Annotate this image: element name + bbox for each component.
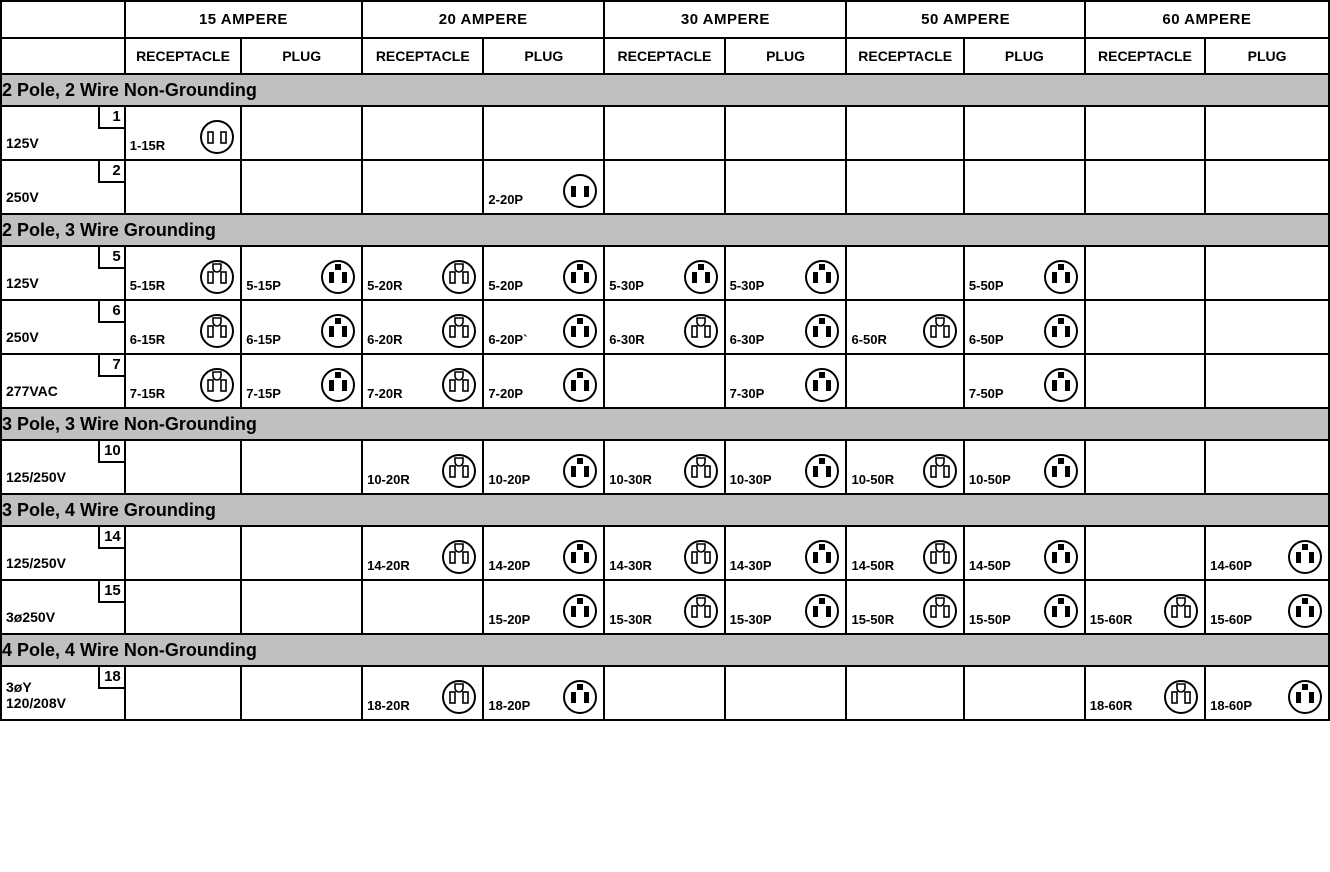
- plug-face-icon: [1043, 593, 1079, 629]
- plug-cell: [483, 440, 604, 494]
- plug-face-icon: [804, 593, 840, 629]
- plug-face-icon: [804, 367, 840, 403]
- plug-cell: [964, 526, 1085, 580]
- plug-cell: [964, 440, 1085, 494]
- receptacle-cell: [362, 580, 483, 634]
- nema-code: 18-20P: [488, 698, 531, 713]
- receptacle-cell: [125, 526, 241, 580]
- nema-code: 7-30P: [729, 386, 765, 401]
- receptacle-cell: [125, 580, 241, 634]
- nema-code: 15-20P: [488, 612, 531, 627]
- receptacle-cell: [362, 246, 483, 300]
- receptacle-face-icon: [441, 313, 477, 349]
- nema-code: 14-60P: [1210, 558, 1253, 573]
- plug-cell: [725, 354, 847, 408]
- plug-cell: [241, 354, 362, 408]
- receptacle-cell: [1085, 440, 1205, 494]
- receptacle-cell: [1085, 580, 1205, 634]
- receptacle-face-icon: [199, 313, 235, 349]
- receptacle-cell: [1085, 354, 1205, 408]
- nema-code: 14-20R: [367, 558, 410, 573]
- config-number: 15: [98, 579, 126, 603]
- plug-cell: [483, 354, 604, 408]
- plug-cell: [241, 526, 362, 580]
- plug-cell: [725, 440, 847, 494]
- receptacle-header: RECEPTACLE: [362, 38, 483, 74]
- nema-code: 14-50P: [968, 558, 1011, 573]
- amperage-header: 20 AMPERE: [362, 1, 604, 38]
- config-number: 5: [98, 245, 126, 269]
- nema-code: 5-30P: [609, 278, 644, 293]
- receptacle-cell: [1085, 246, 1205, 300]
- config-number: 2: [98, 159, 126, 183]
- nema-code: 14-30R: [609, 558, 652, 573]
- config-row: [1, 354, 1329, 408]
- nema-code: 18-20R: [367, 698, 410, 713]
- receptacle-cell: [1085, 526, 1205, 580]
- plug-face-icon: [1043, 259, 1079, 295]
- nema-code: 6-30P: [729, 332, 765, 347]
- config-number: 14: [98, 525, 126, 549]
- nema-code: 6-50R: [851, 332, 887, 347]
- receptacle-face-icon: [922, 539, 958, 575]
- plug-cell: [1205, 106, 1329, 160]
- plug-cell: [241, 106, 362, 160]
- plug-cell: [725, 106, 847, 160]
- row-label-cell: [1, 440, 125, 494]
- plug-header: PLUG: [964, 38, 1085, 74]
- receptacle-cell: [604, 666, 724, 720]
- nema-code: 6-15R: [129, 332, 166, 347]
- row-label-cell: [1, 666, 125, 720]
- plug-cell: [725, 666, 847, 720]
- plug-cell: [241, 246, 362, 300]
- nema-code: 7-15P: [246, 386, 281, 401]
- nema-code: 10-30P: [729, 472, 772, 487]
- plug-cell: [1205, 526, 1329, 580]
- config-row: [1, 106, 1329, 160]
- plug-header: PLUG: [241, 38, 362, 74]
- config-row: [1, 246, 1329, 300]
- receptacle-cell: [846, 354, 963, 408]
- row-label-cell: [1, 580, 125, 634]
- nema-code: 14-30P: [729, 558, 772, 573]
- nema-code: 6-30R: [609, 332, 645, 347]
- plug-cell: [1205, 440, 1329, 494]
- nema-code: 7-20R: [367, 386, 403, 401]
- receptacle-cell: [1085, 160, 1205, 214]
- receptacle-cell: [604, 580, 724, 634]
- config-number: 7: [98, 353, 126, 377]
- plug-face-icon: [562, 367, 598, 403]
- plug-face-icon: [562, 679, 598, 715]
- section-row: [1, 74, 1329, 106]
- plug-face-icon: [562, 259, 598, 295]
- config-number: 10: [98, 439, 126, 463]
- plug-cell: [483, 106, 604, 160]
- voltage-rating: 277VAC: [6, 383, 58, 399]
- config-number: 18: [98, 665, 126, 689]
- receptacle-cell: [846, 246, 963, 300]
- receptacle-face-icon: [1163, 593, 1199, 629]
- receptacle-face-icon: [199, 259, 235, 295]
- receptacle-cell: [604, 440, 724, 494]
- receptacle-face-icon: [683, 313, 719, 349]
- nema-code: 6-20R: [367, 332, 403, 347]
- plug-face-icon: [562, 539, 598, 575]
- receptacle-cell: [362, 666, 483, 720]
- nema-code: 10-30R: [609, 472, 652, 487]
- type-header-row: [1, 38, 1329, 74]
- receptacle-cell: [125, 300, 241, 354]
- plug-face-icon: [804, 539, 840, 575]
- plug-cell: [964, 246, 1085, 300]
- amperage-header: 15 AMPERE: [125, 1, 362, 38]
- plug-face-icon: [320, 313, 356, 349]
- plug-cell: [964, 300, 1085, 354]
- section-title: 2 Pole, 3 Wire Grounding: [1, 214, 1329, 246]
- plug-face-icon: [804, 259, 840, 295]
- plug-face-icon: [804, 313, 840, 349]
- nema-code: 10-20R: [367, 472, 410, 487]
- receptacle-cell: [604, 300, 724, 354]
- receptacle-header: RECEPTACLE: [125, 38, 241, 74]
- receptacle-cell: [362, 440, 483, 494]
- voltage-rating: 3øY 120/208V: [6, 679, 66, 711]
- receptacle-header: RECEPTACLE: [846, 38, 963, 74]
- config-row: [1, 666, 1329, 720]
- plug-cell: [964, 580, 1085, 634]
- corner-cell: [1, 1, 125, 38]
- receptacle-face-icon: [1163, 679, 1199, 715]
- config-number: 1: [98, 105, 126, 129]
- plug-face-icon: [1043, 453, 1079, 489]
- receptacle-face-icon: [922, 313, 958, 349]
- receptacle-cell: [846, 580, 963, 634]
- plug-face-icon: [683, 259, 719, 295]
- nema-code: 10-20P: [488, 472, 531, 487]
- receptacle-cell: [604, 354, 724, 408]
- plug-face-icon: [562, 313, 598, 349]
- nema-code: 10-50R: [851, 472, 895, 487]
- plug-cell: [964, 106, 1085, 160]
- plug-face-icon: [1287, 593, 1323, 629]
- receptacle-cell: [362, 106, 483, 160]
- receptacle-face-icon: [441, 259, 477, 295]
- nema-code: 6-20P`: [488, 332, 528, 347]
- receptacle-cell: [604, 106, 724, 160]
- receptacle-cell: [846, 160, 963, 214]
- receptacle-cell: [125, 106, 241, 160]
- plug-cell: [241, 666, 362, 720]
- plug-cell: [483, 160, 604, 214]
- receptacle-face-icon: [441, 539, 477, 575]
- plug-face-icon: [562, 593, 598, 629]
- receptacle-cell: [362, 354, 483, 408]
- voltage-rating: 250V: [6, 189, 39, 205]
- config-number: 6: [98, 299, 126, 323]
- nema-code: 18-60R: [1089, 698, 1133, 713]
- receptacle-cell: [604, 526, 724, 580]
- nema-code: 15-60R: [1089, 612, 1133, 627]
- receptacle-face-icon: [683, 453, 719, 489]
- voltage-rating: 125V: [6, 275, 39, 291]
- row-label-cell: [1, 300, 125, 354]
- nema-code: 5-15R: [129, 278, 166, 293]
- nema-code: 1-15R: [129, 138, 166, 153]
- plug-cell: [483, 666, 604, 720]
- nema-code: 6-50P: [968, 332, 1004, 347]
- voltage-rating: 125V: [6, 135, 39, 151]
- section-title: 3 Pole, 3 Wire Non-Grounding: [1, 408, 1329, 440]
- receptacle-header: RECEPTACLE: [1085, 38, 1205, 74]
- nema-code: 7-50P: [968, 386, 1004, 401]
- plug-cell: [725, 580, 847, 634]
- plug-face-icon: [320, 367, 356, 403]
- amperage-header-row: [1, 1, 1329, 38]
- receptacle-cell: [125, 246, 241, 300]
- receptacle-face-icon: [922, 453, 958, 489]
- plug-cell: [1205, 246, 1329, 300]
- config-row: [1, 526, 1329, 580]
- nema-code: 10-50P: [968, 472, 1011, 487]
- nema-code: 6-15P: [246, 332, 281, 347]
- row-label-cell: [1, 354, 125, 408]
- nema-code: 15-50P: [968, 612, 1011, 627]
- nema-code: 18-60P: [1210, 698, 1253, 713]
- receptacle-face-icon: [199, 119, 235, 155]
- receptacle-cell: [1085, 300, 1205, 354]
- nema-code: 15-60P: [1210, 612, 1253, 627]
- row-label-cell: [1, 246, 125, 300]
- plug-cell: [1205, 666, 1329, 720]
- receptacle-cell: [1085, 106, 1205, 160]
- plug-face-icon: [562, 173, 598, 209]
- config-row: [1, 160, 1329, 214]
- plug-cell: [1205, 300, 1329, 354]
- plug-cell: [725, 526, 847, 580]
- plug-cell: [725, 160, 847, 214]
- receptacle-cell: [125, 440, 241, 494]
- plug-cell: [1205, 354, 1329, 408]
- receptacle-face-icon: [199, 367, 235, 403]
- plug-cell: [483, 246, 604, 300]
- nema-code: 5-30P: [729, 278, 765, 293]
- receptacle-cell: [846, 300, 963, 354]
- nema-code: 14-50R: [851, 558, 895, 573]
- receptacle-cell: [846, 106, 963, 160]
- config-row: [1, 440, 1329, 494]
- nema-code: 15-30R: [609, 612, 652, 627]
- plug-face-icon: [320, 259, 356, 295]
- config-row: [1, 580, 1329, 634]
- voltage-rating: 125/250V: [6, 555, 66, 571]
- receptacle-face-icon: [683, 539, 719, 575]
- section-row: [1, 634, 1329, 666]
- config-row: [1, 300, 1329, 354]
- plug-face-icon: [1287, 539, 1323, 575]
- plug-cell: [964, 160, 1085, 214]
- nema-code: 5-20R: [367, 278, 403, 293]
- nema-code: 7-15R: [129, 386, 166, 401]
- plug-cell: [1205, 580, 1329, 634]
- nema-code: 7-20P: [488, 386, 524, 401]
- receptacle-cell: [846, 526, 963, 580]
- plug-header: PLUG: [1205, 38, 1329, 74]
- row-label-cell: [1, 526, 125, 580]
- nema-code: 5-20P: [488, 278, 524, 293]
- plug-face-icon: [1043, 313, 1079, 349]
- receptacle-cell: [362, 300, 483, 354]
- receptacle-face-icon: [441, 453, 477, 489]
- plug-cell: [964, 354, 1085, 408]
- section-row: [1, 214, 1329, 246]
- voltage-rating: 250V: [6, 329, 39, 345]
- section-title: 3 Pole, 4 Wire Grounding: [1, 494, 1329, 526]
- section-row: [1, 408, 1329, 440]
- row-label-cell: [1, 160, 125, 214]
- nema-code: 2-20P: [488, 192, 524, 207]
- plug-header: PLUG: [725, 38, 847, 74]
- plug-cell: [483, 580, 604, 634]
- plug-cell: [725, 246, 847, 300]
- receptacle-cell: [362, 526, 483, 580]
- plug-face-icon: [1287, 679, 1323, 715]
- section-title: 2 Pole, 2 Wire Non-Grounding: [1, 74, 1329, 106]
- receptacle-cell: [846, 440, 963, 494]
- row-label-cell: [1, 106, 125, 160]
- plug-face-icon: [804, 453, 840, 489]
- receptacle-cell: [125, 354, 241, 408]
- receptacle-cell: [846, 666, 963, 720]
- plug-face-icon: [562, 453, 598, 489]
- receptacle-cell: [1085, 666, 1205, 720]
- amperage-header: 50 AMPERE: [846, 1, 1084, 38]
- plug-face-icon: [1043, 539, 1079, 575]
- receptacle-cell: [604, 246, 724, 300]
- amperage-header: 60 AMPERE: [1085, 1, 1329, 38]
- nema-code: 5-15P: [246, 278, 281, 293]
- plug-cell: [241, 580, 362, 634]
- receptacle-face-icon: [683, 593, 719, 629]
- plug-cell: [241, 160, 362, 214]
- receptacle-face-icon: [441, 679, 477, 715]
- amperage-header: 30 AMPERE: [604, 1, 846, 38]
- plug-cell: [483, 526, 604, 580]
- plug-cell: [725, 300, 847, 354]
- plug-cell: [1205, 160, 1329, 214]
- plug-cell: [241, 440, 362, 494]
- plug-cell: [483, 300, 604, 354]
- plug-cell: [241, 300, 362, 354]
- section-title: 4 Pole, 4 Wire Non-Grounding: [1, 634, 1329, 666]
- receptacle-cell: [125, 666, 241, 720]
- receptacle-header: RECEPTACLE: [604, 38, 724, 74]
- receptacle-cell: [362, 160, 483, 214]
- voltage-rating: 3ø250V: [6, 609, 56, 625]
- receptacle-face-icon: [922, 593, 958, 629]
- nema-code: 15-30P: [729, 612, 772, 627]
- receptacle-cell: [604, 160, 724, 214]
- section-row: [1, 494, 1329, 526]
- nema-code: 14-20P: [488, 558, 531, 573]
- nema-code: 15-50R: [851, 612, 895, 627]
- receptacle-face-icon: [441, 367, 477, 403]
- receptacle-cell: [125, 160, 241, 214]
- plug-cell: [964, 666, 1085, 720]
- plug-face-icon: [1043, 367, 1079, 403]
- voltage-rating: 125/250V: [6, 469, 66, 485]
- nema-code: 5-50P: [968, 278, 1004, 293]
- corner-cell: [1, 38, 125, 74]
- plug-header: PLUG: [483, 38, 604, 74]
